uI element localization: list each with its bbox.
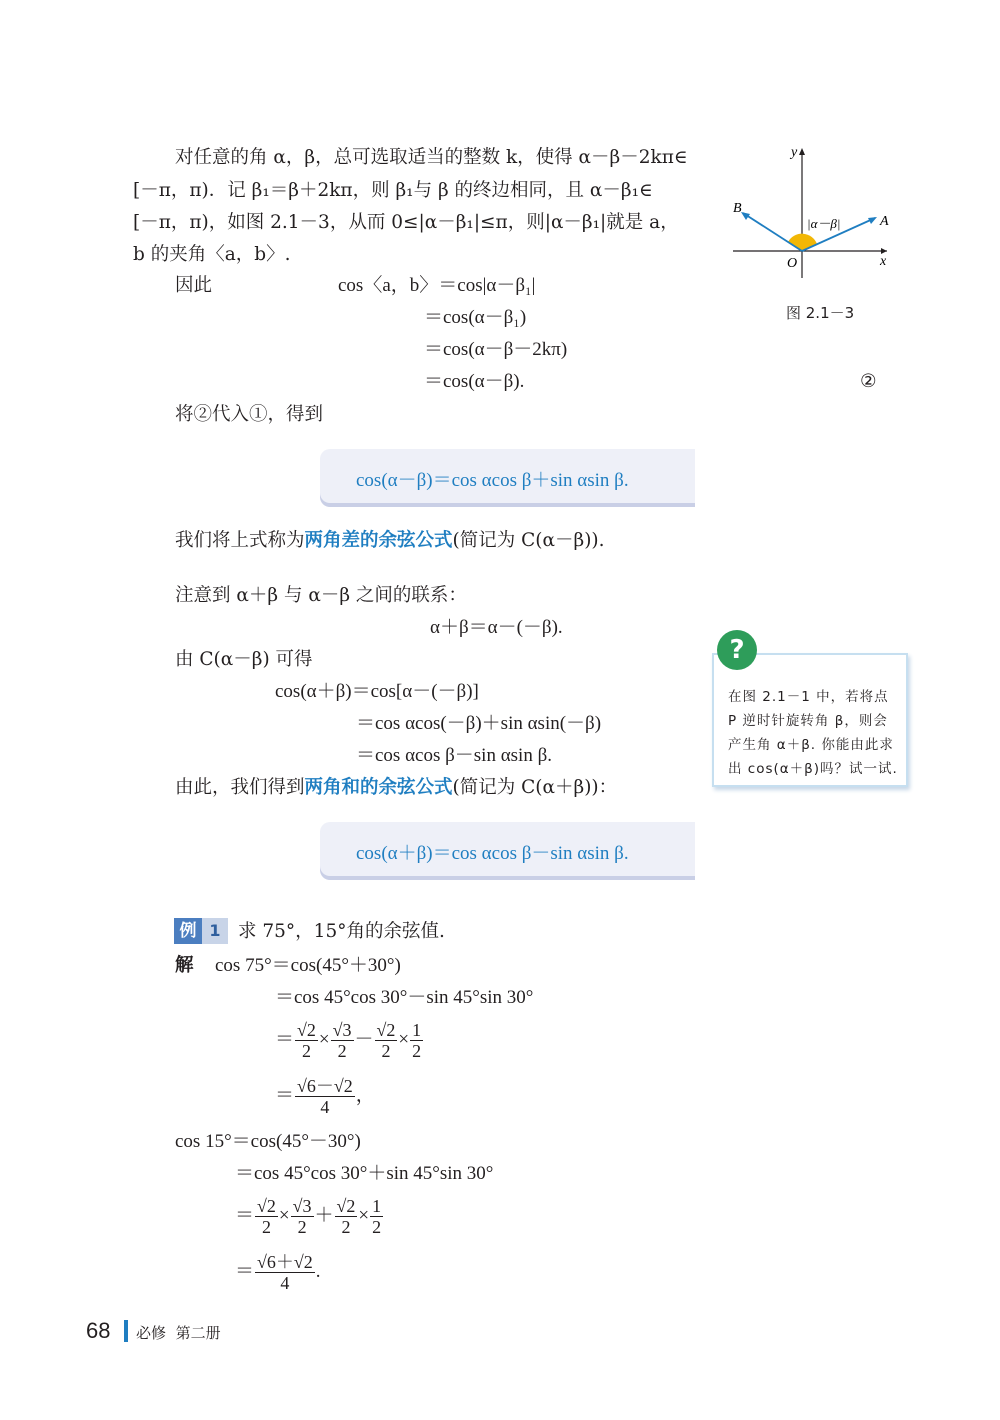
naming-sum	[175, 777, 617, 799]
relation-lead: 注意到 α＋β 与 α－β 之间的联系：	[175, 585, 467, 606]
example-label-prefix: 例	[174, 918, 202, 944]
times-sign: ×	[318, 1028, 330, 1050]
numerator: 1	[412, 1020, 422, 1040]
term-difference-formula: 两角差的余弦公式	[304, 530, 453, 551]
times-sign: ×	[358, 1204, 370, 1226]
intro-line-1: 对任意的角 α，β，总可选取适当的整数 k，使得 α－β－2kπ∈	[175, 147, 688, 168]
cos75-line-4	[275, 1076, 375, 1117]
intro-line-3: [－π，π)，如图 2.1－3，从而 0≤|α－β₁|≤π，则|α－β₁|就是 a，	[133, 212, 679, 233]
cos15-line-4	[235, 1252, 321, 1293]
denominator: 4	[320, 1097, 330, 1117]
footer-book	[136, 1322, 221, 1343]
numerator: √2	[297, 1020, 316, 1040]
numerator: √3	[292, 1196, 312, 1216]
naming-difference-pre: 我们将上式称为	[175, 530, 305, 551]
formula-difference: cos(α－β)＝cos αcos β＋sin αsin β.	[356, 470, 629, 491]
footer-divider	[124, 1320, 128, 1342]
times-sign: ×	[398, 1028, 410, 1050]
naming-sum-pre: 由此，我们得到	[175, 777, 305, 798]
fraction	[291, 1196, 314, 1237]
equation-tag: ②	[860, 371, 877, 392]
point-a-label: A	[880, 214, 889, 229]
cos75-line-1: cos 75°＝cos(45°＋30°)	[215, 955, 401, 976]
denominator: 4	[280, 1273, 290, 1293]
eq-sign: ＝	[235, 1260, 255, 1282]
from-c-text: 由 C(α－β) 可得	[175, 649, 313, 670]
substitute-text: 将②代入①，得到	[175, 404, 324, 425]
numerator: √2	[257, 1196, 276, 1216]
footer-volume: 第二册	[175, 1324, 221, 1342]
cos75-line-3	[275, 1020, 424, 1061]
denominator: 2	[381, 1041, 391, 1061]
fraction	[335, 1196, 358, 1237]
plus-sign: ＋	[314, 1204, 334, 1226]
fraction	[295, 1076, 355, 1117]
intro-line-2: [－π，π)．记 β₁＝β＋2kπ，则 β₁与 β 的终边相同，且 α－β₁∈	[133, 180, 653, 201]
x-label: x	[880, 254, 887, 269]
page-number: 68	[86, 1318, 111, 1343]
denominator: 2	[297, 1217, 307, 1237]
example-label-number: 1	[202, 918, 228, 944]
example-question: 求 75°，15°角的余弦值.	[238, 921, 445, 942]
eq-sign: ＝	[275, 1084, 295, 1106]
question-mark-icon: ?	[717, 630, 757, 670]
denominator: 2	[337, 1041, 347, 1061]
formula-box-sum	[320, 822, 695, 876]
numerator: √6＋√2	[257, 1252, 313, 1272]
denominator: 2	[301, 1041, 311, 1061]
point-b-label: B	[733, 201, 742, 216]
cos15-line-2: ＝cos 45°cos 30°＋sin 45°sin 30°	[235, 1163, 494, 1184]
naming-difference-post: (简记为 C(α－β)).	[452, 530, 605, 551]
y-axis-arrow	[799, 148, 805, 155]
numerator: 1	[372, 1196, 382, 1216]
fraction	[331, 1020, 354, 1061]
fraction	[410, 1020, 423, 1061]
times-sign: ×	[278, 1204, 290, 1226]
eq-sign: ＝	[235, 1204, 255, 1226]
relation-equation: α＋β＝α－(－β).	[430, 617, 563, 638]
ray-b-arrow	[741, 212, 750, 220]
derivation-step-4: ＝cos(α－β).	[424, 371, 525, 392]
cos15-line-1: cos 15°＝cos(45°－30°)	[175, 1131, 361, 1152]
eq-sign: ＝	[275, 1028, 295, 1050]
sum-step-2: ＝cos αcos(－β)＋sin αsin(－β)	[356, 713, 602, 734]
example-label	[174, 918, 228, 944]
minus-sign: －	[354, 1028, 374, 1050]
derivation-step-3: ＝cos(α－β－2kπ)	[424, 339, 568, 360]
ray-b	[743, 213, 802, 251]
angle-sector	[788, 234, 817, 251]
derivation-step-2: ＝cos(α－β₁)	[424, 307, 527, 328]
punctuation: ，	[355, 1084, 375, 1106]
derivation-lead: 因此	[175, 275, 213, 296]
derivation-step-1: cos〈a，b〉＝cos|α－β₁|	[338, 275, 536, 296]
cos15-line-3	[235, 1196, 384, 1237]
punctuation: .	[315, 1260, 321, 1282]
denominator: 2	[261, 1217, 271, 1237]
naming-difference	[175, 530, 605, 552]
denominator: 2	[412, 1041, 422, 1061]
y-label: y	[791, 145, 798, 160]
thinking-note	[712, 653, 908, 787]
numerator: √2	[336, 1196, 356, 1216]
sum-step-3: ＝cos αcos β－sin αsin β.	[356, 745, 552, 766]
cos75-line-2: ＝cos 45°cos 30°－sin 45°sin 30°	[275, 987, 534, 1008]
fraction	[255, 1252, 315, 1293]
solution-label: 解	[175, 955, 194, 976]
intro-line-4: b 的夹角〈a，b〉.	[133, 244, 291, 265]
numerator: √2	[376, 1020, 396, 1040]
note-text: 在图 2.1－1 中，若将点 P 逆时针旋转角 β，则会产生角 α＋β. 你能由此求出 cos(α＋β)吗？试一试.	[728, 689, 898, 777]
origin-label: O	[787, 256, 798, 271]
formula-box-difference	[320, 449, 695, 503]
footer-book-name: 必修	[136, 1324, 167, 1342]
denominator: 2	[372, 1217, 382, 1237]
fraction	[295, 1020, 318, 1061]
numerator: √3	[332, 1020, 352, 1040]
denominator: 2	[341, 1217, 351, 1237]
ray-a-arrow	[868, 217, 877, 224]
term-sum-formula: 两角和的余弦公式	[304, 777, 453, 798]
naming-sum-post: (简记为 C(α＋β))：	[452, 777, 618, 798]
fraction	[255, 1196, 278, 1237]
sum-step-1: cos(α＋β)＝cos[α－(－β)]	[275, 681, 479, 702]
numerator: √6－√2	[297, 1076, 353, 1096]
fraction	[370, 1196, 383, 1237]
figure-angle-diagram	[725, 140, 895, 280]
angle-label: |α－β|	[807, 216, 841, 231]
figure-caption: 图 2.1－3	[786, 304, 855, 322]
fraction	[375, 1020, 398, 1061]
formula-sum: cos(α＋β)＝cos αcos β－sin αsin β.	[356, 843, 629, 864]
